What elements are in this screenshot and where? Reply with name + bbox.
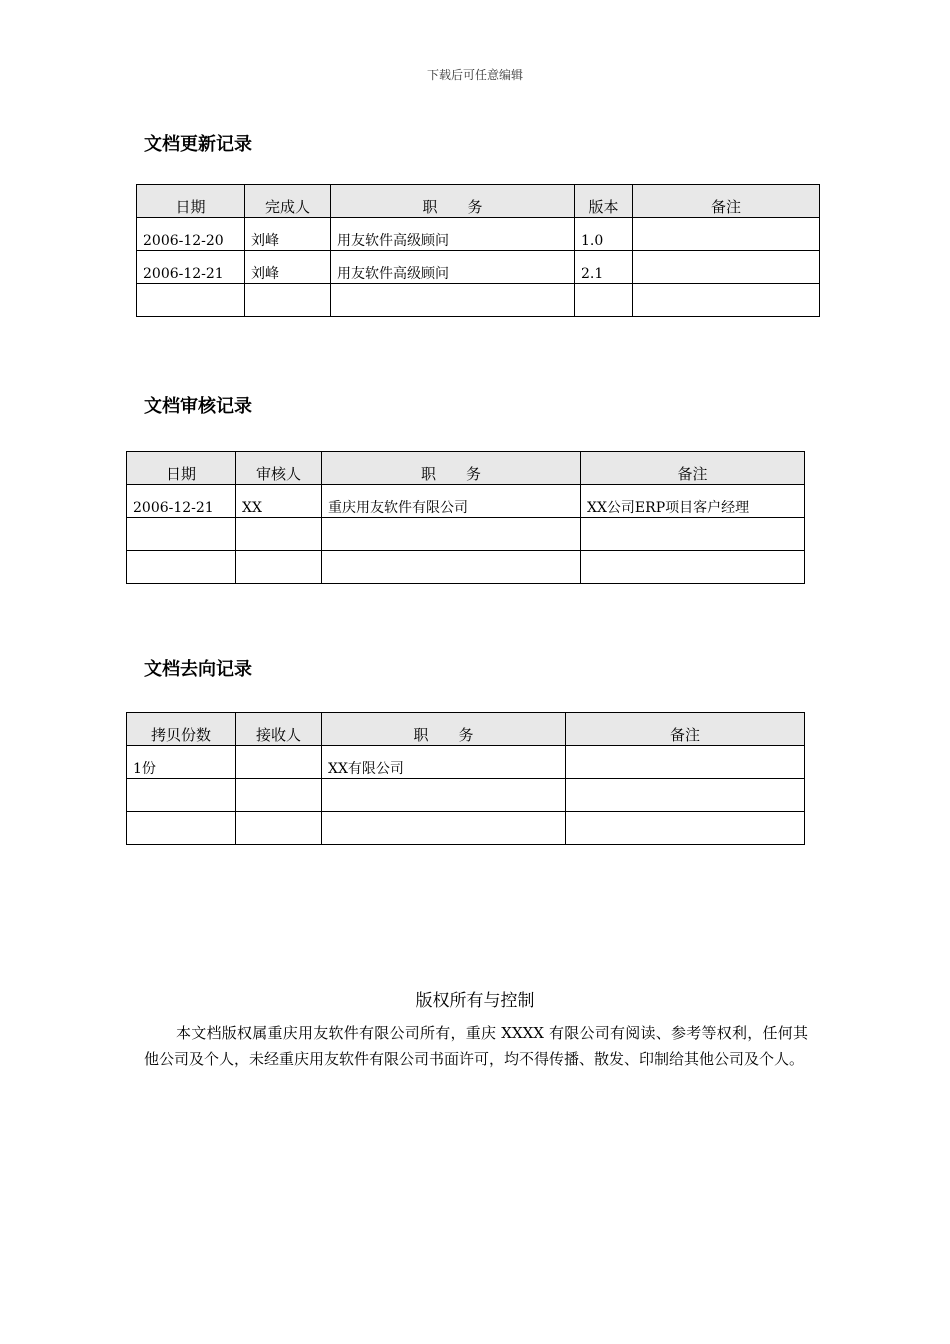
table-header-row bbox=[127, 713, 805, 746]
header-reviewer: 审核人 bbox=[236, 452, 322, 485]
table-row bbox=[137, 284, 820, 317]
watermark-text: 下载后可任意编辑 bbox=[426, 68, 523, 82]
cell-recipient bbox=[236, 812, 322, 845]
cell-remarks bbox=[633, 218, 820, 251]
cell-position bbox=[322, 518, 581, 551]
cell-position: 重庆用友软件有限公司 bbox=[322, 485, 581, 518]
table-header-row bbox=[137, 185, 820, 218]
cell-date: 2006-12-21 bbox=[137, 251, 245, 284]
table-row bbox=[137, 218, 820, 251]
header-position: 职 务 bbox=[331, 185, 575, 218]
header-remarks: 备注 bbox=[566, 713, 805, 746]
cell-remarks bbox=[566, 746, 805, 779]
cell-copies bbox=[127, 779, 236, 812]
cell-copies bbox=[127, 812, 236, 845]
cell-copies: 1份 bbox=[127, 746, 236, 779]
review-record-table bbox=[126, 451, 805, 584]
review-record-title: 文档审核记录 bbox=[144, 396, 252, 417]
cell-reviewer: XX bbox=[236, 485, 322, 518]
cell-version: 1.0 bbox=[575, 218, 633, 251]
cell-recipient bbox=[236, 746, 322, 779]
cell-date bbox=[127, 518, 236, 551]
table-header-row bbox=[127, 452, 805, 485]
cell-version: 2.1 bbox=[575, 251, 633, 284]
cell-remarks bbox=[581, 518, 805, 551]
cell-date bbox=[137, 284, 245, 317]
table-row bbox=[127, 551, 805, 584]
cell-remarks bbox=[633, 284, 820, 317]
table-row bbox=[127, 518, 805, 551]
distribution-record-table bbox=[126, 712, 805, 845]
table-row bbox=[137, 251, 820, 284]
header-remarks: 备注 bbox=[581, 452, 805, 485]
cell-date bbox=[127, 551, 236, 584]
cell-version bbox=[575, 284, 633, 317]
cell-remarks bbox=[566, 812, 805, 845]
cell-position bbox=[322, 779, 566, 812]
cell-position: 用友软件高级顾问 bbox=[331, 218, 575, 251]
header-version: 版本 bbox=[575, 185, 633, 218]
header-copies: 拷贝份数 bbox=[127, 713, 236, 746]
update-record-title: 文档更新记录 bbox=[144, 134, 252, 155]
cell-date: 2006-12-20 bbox=[137, 218, 245, 251]
header-date: 日期 bbox=[127, 452, 236, 485]
cell-remarks bbox=[566, 779, 805, 812]
cell-author: 刘峰 bbox=[245, 218, 331, 251]
header-author: 完成人 bbox=[245, 185, 331, 218]
cell-date: 2006-12-21 bbox=[127, 485, 236, 518]
table-row bbox=[127, 779, 805, 812]
table-row bbox=[127, 812, 805, 845]
cell-remarks bbox=[581, 551, 805, 584]
cell-author bbox=[245, 284, 331, 317]
header-recipient: 接收人 bbox=[236, 713, 322, 746]
cell-recipient bbox=[236, 779, 322, 812]
copyright-title: 版权所有与控制 bbox=[415, 991, 535, 1011]
cell-position: 用友软件高级顾问 bbox=[331, 251, 575, 284]
cell-reviewer bbox=[236, 518, 322, 551]
header-position: 职 务 bbox=[322, 452, 581, 485]
header-position: 职 务 bbox=[322, 713, 566, 746]
cell-position bbox=[322, 812, 566, 845]
table-row bbox=[127, 746, 805, 779]
cell-remarks bbox=[633, 251, 820, 284]
distribution-record-title: 文档去向记录 bbox=[144, 659, 252, 680]
cell-remarks: XX公司ERP项目客户经理 bbox=[581, 485, 805, 518]
cell-reviewer bbox=[236, 551, 322, 584]
update-record-table bbox=[136, 184, 820, 317]
header-date: 日期 bbox=[137, 185, 245, 218]
cell-position bbox=[331, 284, 575, 317]
copyright-body: 本文档版权属重庆用友软件有限公司所有，重庆 XXXX 有限公司有阅读、参考等权利，任何其他公司及个人，未经重庆用友软件有限公司书面许可，均不得传播、散发、印制给其他公司及个人。 bbox=[144, 1024, 808, 1068]
cell-position: XX有限公司 bbox=[322, 746, 566, 779]
table-row bbox=[127, 485, 805, 518]
cell-author: 刘峰 bbox=[245, 251, 331, 284]
header-remarks: 备注 bbox=[633, 185, 820, 218]
cell-position bbox=[322, 551, 581, 584]
